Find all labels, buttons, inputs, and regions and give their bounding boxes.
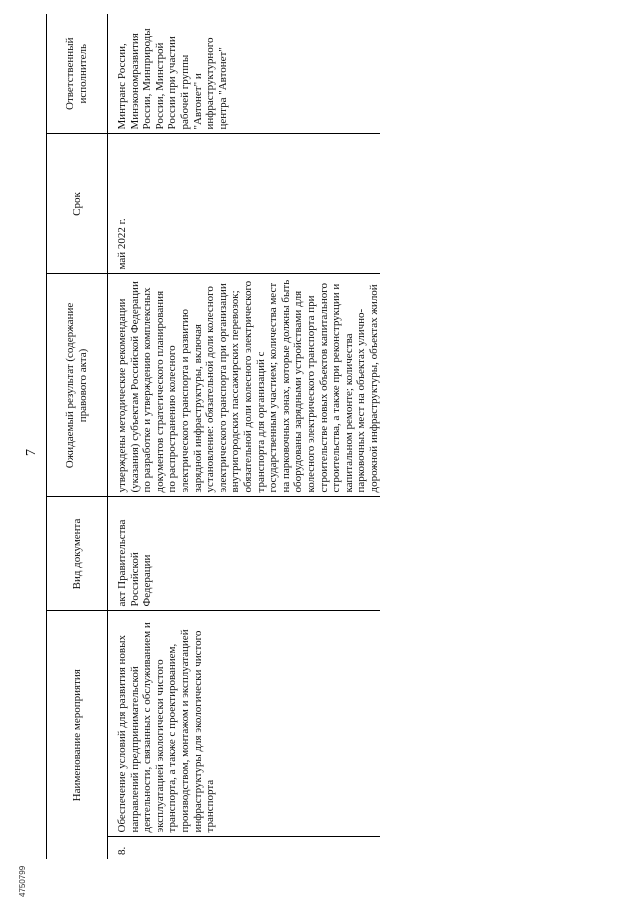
table-header-row bbox=[47, 14, 108, 859]
deadline: май 2022 г. bbox=[108, 134, 381, 274]
responsible-executor: Минтранс России, Минэкономразвития России, Минприроды России, Минстрой России при участии рабочей группы "Автонет" и инфраструктурного центра "Автонет" bbox=[108, 14, 381, 134]
header-result: Ожидаемый результат (содержание правового акта) bbox=[47, 274, 108, 497]
table-row bbox=[108, 14, 381, 859]
measures-table bbox=[46, 14, 380, 859]
header-deadline: Срок bbox=[47, 134, 108, 274]
page-number: 7 bbox=[24, 449, 39, 456]
measure-name: Обеспечение условий для развития новых направлений предпринимательской деятельности, связанных с обслуживанием и эксплуатацией экологически чистого транспорта, а также с проектированием, производством, монтажом и эксплуатацией инфраструктуры для экологически чистого транспорта bbox=[108, 611, 381, 837]
header-executor: Ответственный исполнитель bbox=[47, 14, 108, 134]
expected-result: утверждены методические рекомендации (указания) субъектам Российской Федерации по разработке и утверждению комплексных документов стратегического планирования по распространению колесного электрического транспорта и развитию зарядной инфраструктуры, включая установление: обязательной доли колесного электрического транспорта при организации внутригородских пассажирских перевозок; обязательной доли колесного электрического транспорта для организаций с государственным участием; количества мест на парковочных зонах, которые должны быть оборудованы зарядными устройствами для колесного электрического транспорта при строительстве новых объектов капитального строительства, а также при реконструкции и капитальном ремонте; количества парковочных мест на объектах улично-дорожной инфраструктуры, объектах жилой bbox=[108, 274, 381, 497]
document-type: акт Правительства Российской Федерации bbox=[108, 497, 381, 611]
header-doc-type: Вид документа bbox=[47, 497, 108, 611]
row-number: 8. bbox=[116, 846, 128, 855]
header-name: Наименование мероприятия bbox=[47, 611, 108, 859]
document-id: 4750799 bbox=[18, 865, 27, 897]
